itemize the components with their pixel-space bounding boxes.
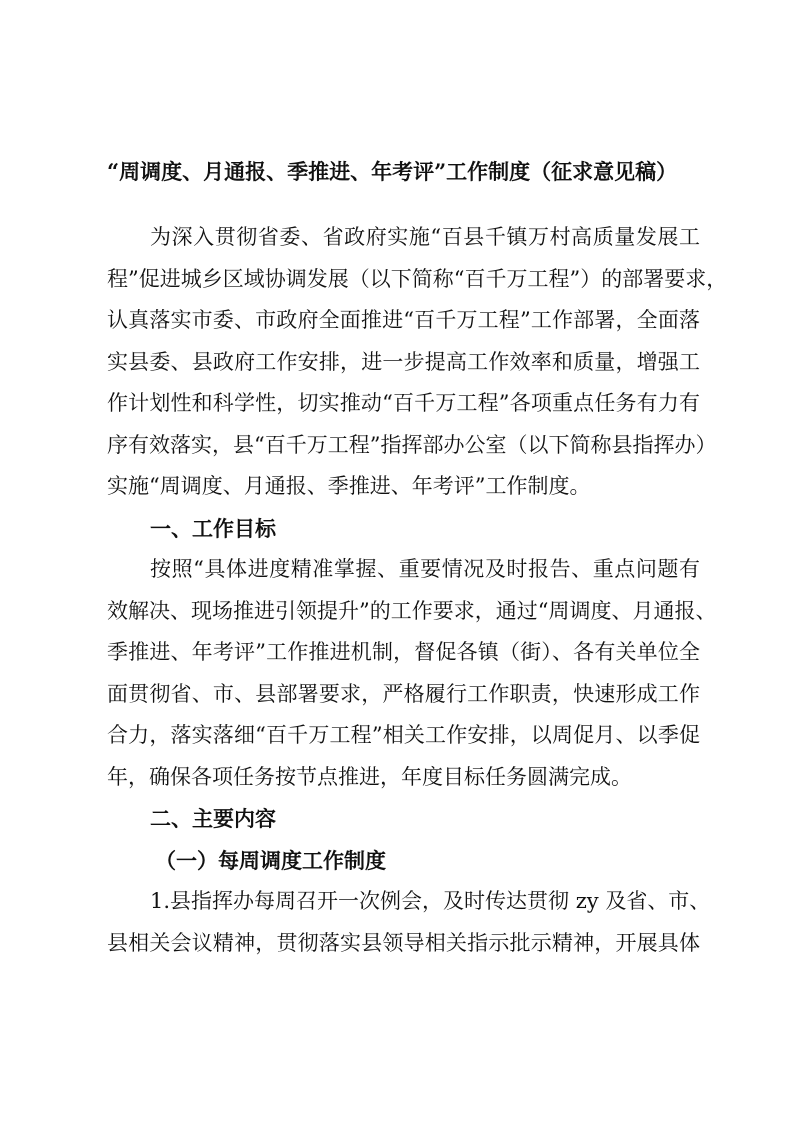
goals-paragraph [107,549,717,798]
text-line: 年，确保各项任务按节点推进，年度目标任务圆满完成。 [107,764,632,789]
text-line: 程”促进城乡区域协调发展（以下简称“百千万工程”）的部署要求， [107,266,728,291]
text-line: 实施“周调度、月通报、季推进、年考评”工作制度。 [107,474,591,498]
section-heading-content: 二、主要内容 [150,806,276,831]
text-line: 面贯彻省、市、县部署要求，严格履行工作职责，快速形成工作 [107,681,700,706]
text-line: 序有效落实，县“百千万工程”指挥部办公室（以下简称县指挥办） [107,432,717,457]
section-heading-goals: 一、工作目标 [150,515,276,541]
text-line: 季推进、年考评”工作推进机制，督促各镇（街）、各有关单位全 [107,640,700,664]
document-title: “周调度、月通报、季推进、年考评”工作制度（征求意见稿） [107,159,678,184]
intro-paragraph [107,217,728,508]
text-line: 1.县指挥办每周召开一次例会，及时传达贯彻 zy 及省、市、 [150,889,711,913]
text-line: 合力，落实落细“百千万工程”相关工作安排，以周促月、以季促 [107,723,700,747]
text-line: 按照“具体进度精准掌握、重要情况及时报告、重点问题有 [150,557,700,581]
subsection-heading-weekly: （一）每周调度工作制度 [155,847,386,873]
text-line: 县相关会议精神，贯彻落实县领导相关指示批示精神，开展具体 [107,930,700,955]
document-body [107,217,728,964]
text-line: 作计划性和科学性，切实推动“百千万工程”各项重点任务有力有 [107,391,700,415]
text-line: 为深入贯彻省委、省政府实施“百县千镇万村高质量发展工 [150,225,700,249]
text-line: 认真落实市委、市政府全面推进“百千万工程”工作部署，全面落 [107,308,700,332]
text-line: 效解决、现场推进引领提升”的工作要求，通过“周调度、月通报、 [107,598,717,623]
text-line: 实县委、县政府工作安排，进一步提高工作效率和质量，增强工 [107,349,700,374]
item-1-paragraph [107,881,711,964]
